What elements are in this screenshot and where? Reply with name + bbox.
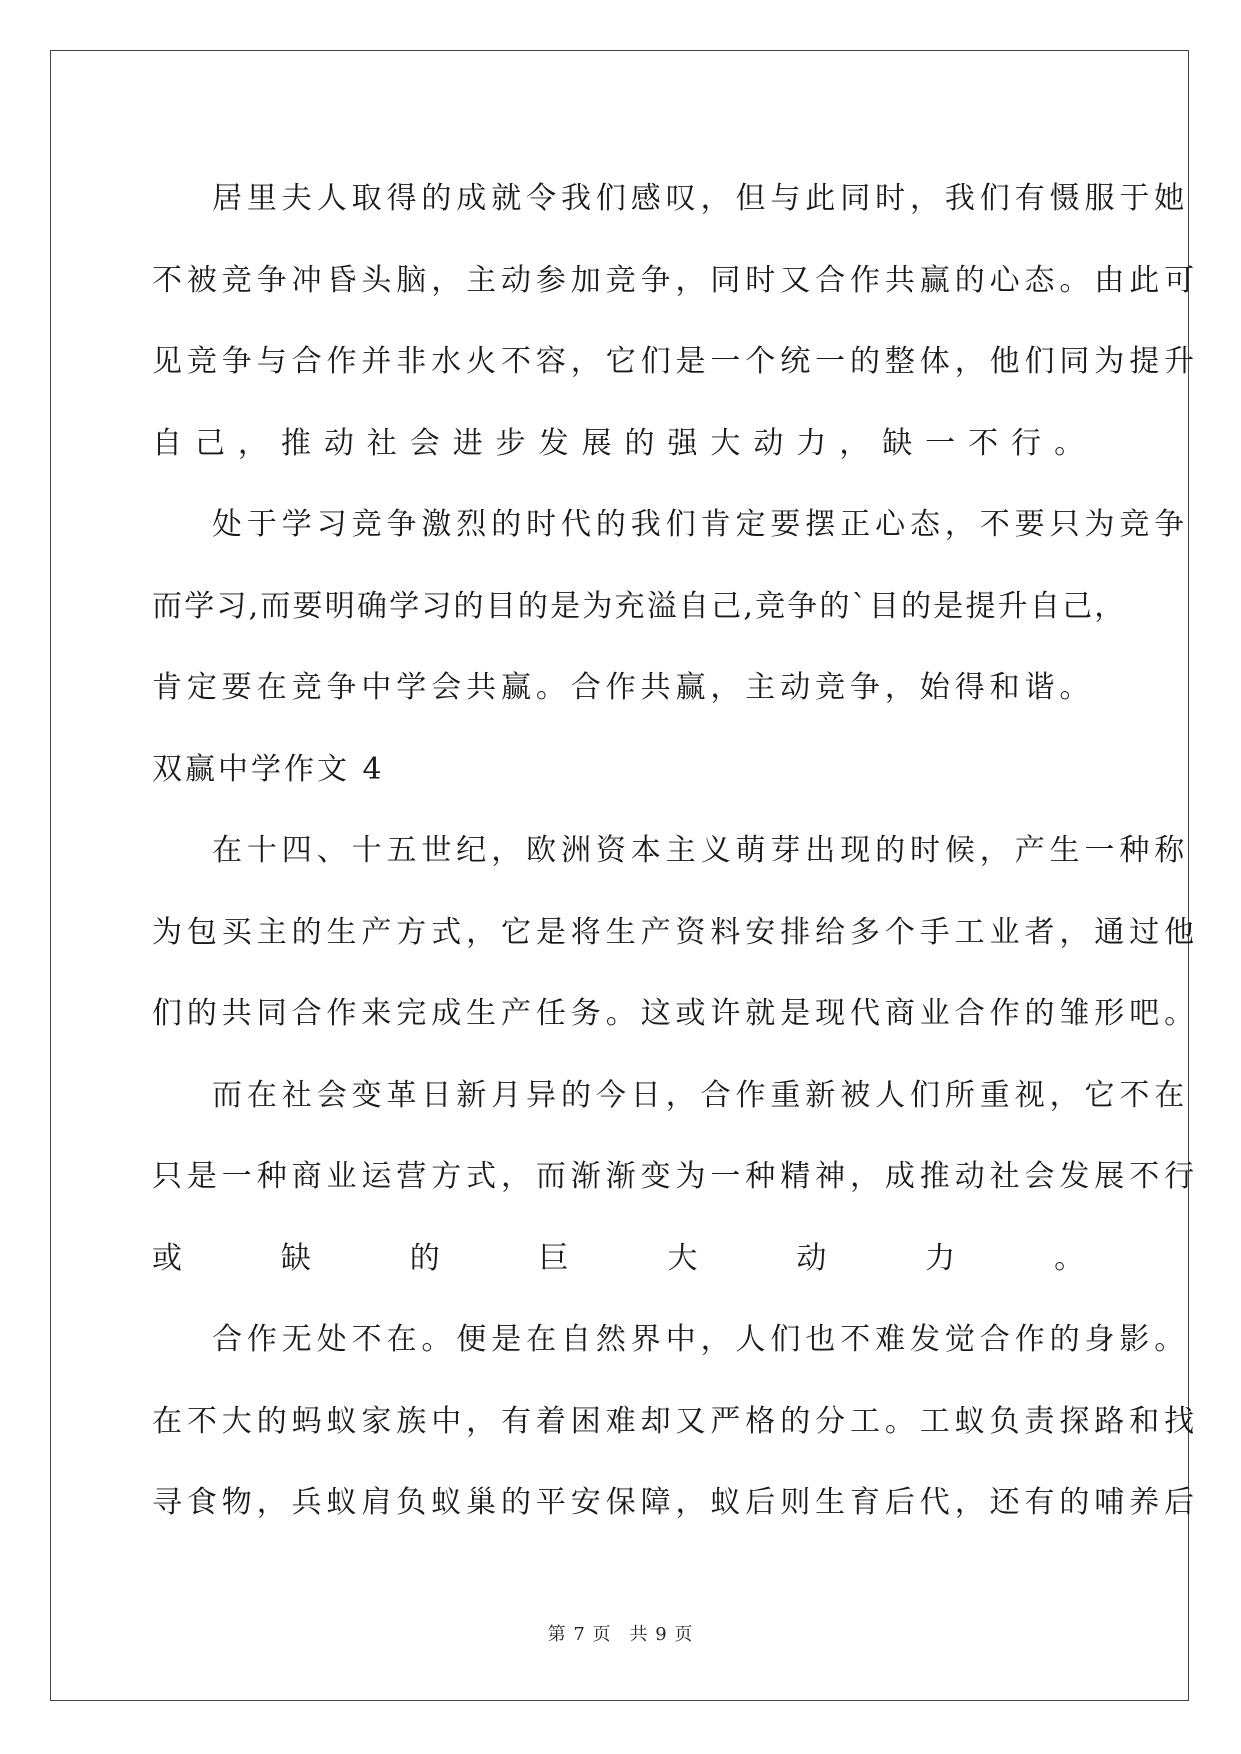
text-line: 为包买主的生产方式，它是将生产资料安排给多个手工业者，通过他 [152,914,1199,950]
text-line: 而学习,而要明确学习的目的是为充溢自己,竞争的`目的是提升自己， [152,588,1127,624]
text-line: 只是一种商业运营方式，而渐渐变为一种精神，成推动社会发展不行 [152,1159,1199,1194]
text-line: 居里夫人取得的成就令我们感叹，但与此同时，我们有慑服于她 [212,181,1190,216]
text-line: 不被竞争冲昏头脑，主动参加竞争，同时又合作共赢的心态。由此可 [152,262,1199,298]
text-line: 寻食物，兵蚁肩负蚁巢的平安保障，蚁后则生育后代，还有的哺养后 [152,1485,1199,1520]
page-total: 共 9 页 [629,1624,694,1645]
paragraph [152,1055,1199,1300]
paragraph [152,1299,1199,1544]
text-line: 或缺的巨大动力。 [152,1240,1089,1276]
page-footer [0,1620,1241,1646]
document-body [152,158,1199,1544]
paragraph [152,810,1199,1055]
text-line: 而在社会变革日新月异的今日，合作重新被人们所重视，它不在 [212,1077,1190,1113]
paragraph [152,484,1190,729]
text-line: 在十四、十五世纪，欧洲资本主义萌芽出现的时候，产生一种称 [212,833,1190,868]
text-line: 合作无处不在。便是在自然界中，人们也不难发觉合作的身影。 [212,1322,1190,1357]
section-heading: 双赢中学作文 4 [152,751,385,787]
paragraph [152,158,1199,484]
page-number: 第 7 页 [547,1624,612,1645]
text-line: 见竞争与合作并非水火不容，它们是一个统一的整体，他们同为提升 [152,344,1199,379]
text-line: 肯定要在竞争中学会共赢。合作共赢，主动竞争，始得和谐。 [152,670,1095,705]
text-line: 处于学习竞争激烈的时代的我们肯定要摆正心态，不要只为竞争 [212,507,1190,542]
text-line: 自己，推动社会进步发展的强大动力，缺一不行。 [152,425,1089,461]
text-line: 们的共同合作来完成生产任务。这或许就是现代商业合作的雏形吧。 [152,996,1199,1031]
text-line: 在不大的蚂蚁家族中，有着困难却又严格的分工。工蚁负责探路和找 [152,1403,1199,1439]
